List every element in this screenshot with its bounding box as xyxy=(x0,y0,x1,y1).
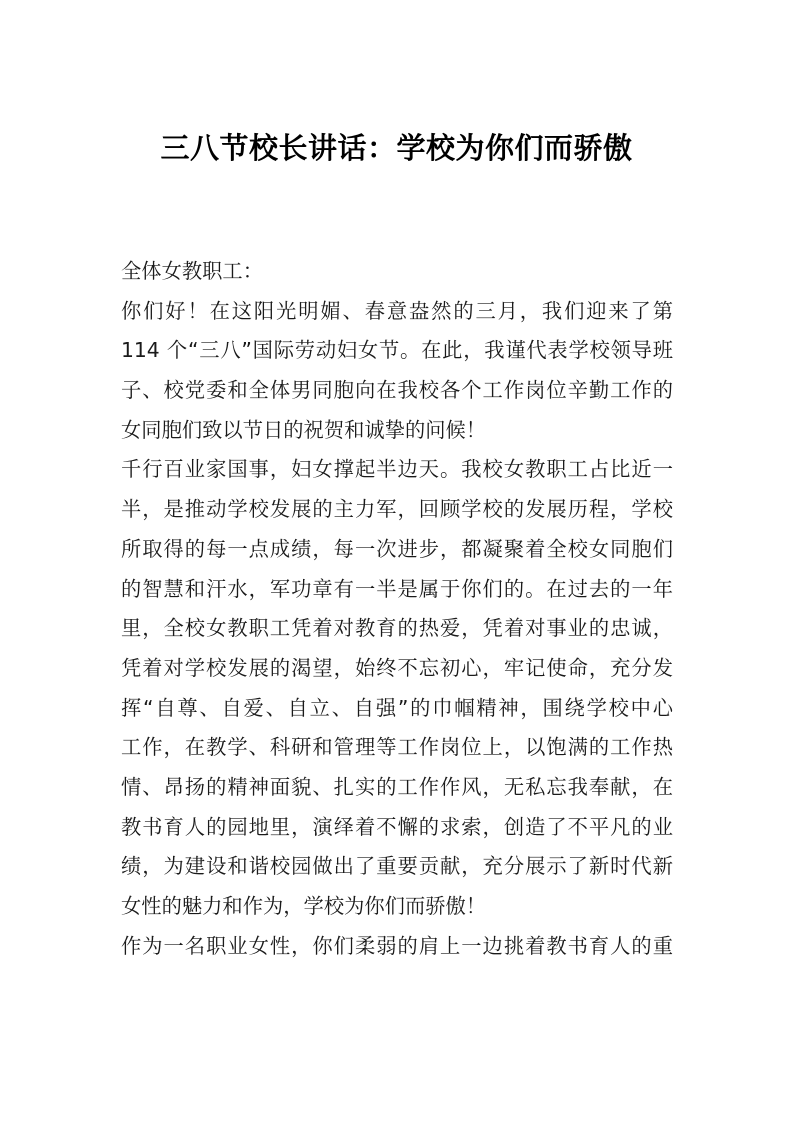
paragraph-line: 的智慧和汗水，军功章有一半是属于你们的。在过去的一年 xyxy=(121,576,673,601)
paragraph-line: 你们好！在这阳光明媚、春意盎然的三月，我们迎来了第 xyxy=(121,298,673,323)
paragraph-line: 工作，在教学、科研和管理等工作岗位上，以饱满的工作热 xyxy=(121,735,673,760)
paragraph-line: 子、校党委和全体男同胞向在我校各个工作岗位辛勤工作的 xyxy=(121,378,673,403)
paragraph-line: 挥“自尊、自爱、自立、自强”的巾帼精神，围绕学校中心 xyxy=(121,695,673,720)
paragraph-line: 女性的魅力和作为，学校为你们而骄傲！ xyxy=(121,894,487,918)
paragraph-line: 教书育人的园地里，演绎着不懈的求索，创造了不平凡的业 xyxy=(121,814,673,839)
paragraph-line: 里，全校女教职工凭着对教育的热爱，凭着对事业的忠诚， xyxy=(121,616,673,641)
paragraph-line: 作为一名职业女性，你们柔弱的肩上一边挑着教书育人的重 xyxy=(121,933,673,958)
paragraph-line: 凭着对学校发展的渴望，始终不忘初心，牢记使命，充分发 xyxy=(121,655,673,680)
paragraph-line: 半，是推动学校发展的主力军，回顾学校的发展历程，学校 xyxy=(121,497,673,522)
paragraph-line: 千行百业家国事，妇女撑起半边天。我校女教职工占比近一 xyxy=(121,457,673,482)
document-title: 三八节校长讲话：学校为你们而骄傲 xyxy=(160,131,633,165)
paragraph-line: 114 个“三八”国际劳动妇女节。在此，我谨代表学校领导班 xyxy=(121,338,673,363)
paragraph-line: 情、昂扬的精神面貌、扎实的工作作风，无私忘我奉献，在 xyxy=(121,774,673,799)
document-body xyxy=(121,252,673,966)
paragraph-line: 绩，为建设和谐校园做出了重要贡献，充分展示了新时代新 xyxy=(121,854,673,879)
paragraph-line: 所取得的每一点成绩，每一次进步，都凝聚着全校女同胞们 xyxy=(121,536,673,561)
salutation-line: 全体女教职工： xyxy=(121,259,263,283)
paragraph-line: 女同胞们致以节日的祝贺和诚挚的问候！ xyxy=(121,417,487,442)
